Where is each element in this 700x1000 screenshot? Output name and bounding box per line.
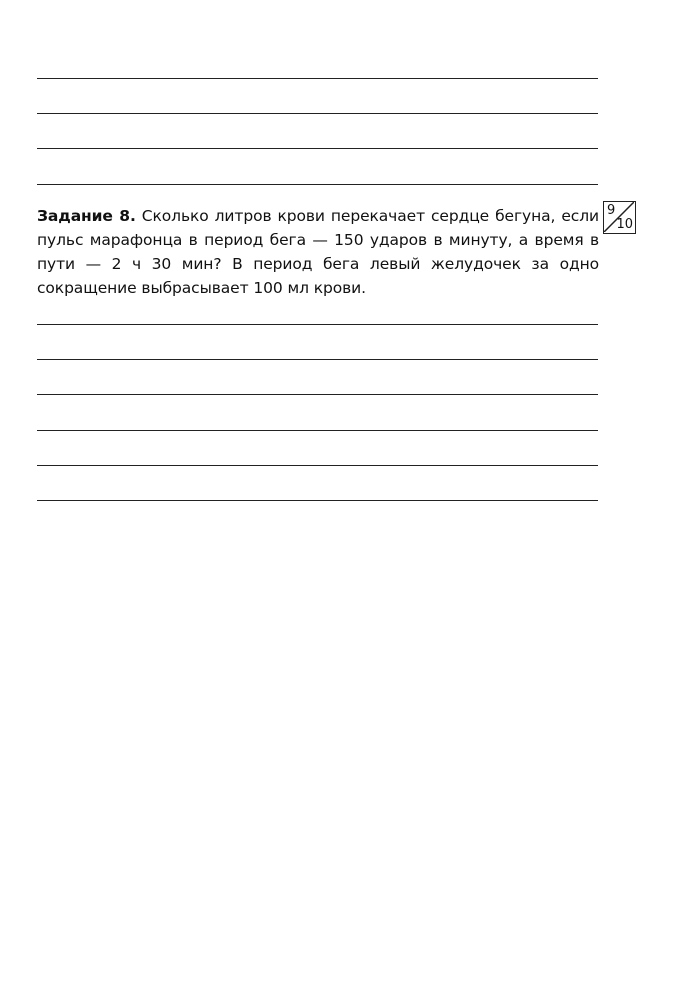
- task-label: Задание 8.: [37, 207, 136, 225]
- score-box: [603, 201, 636, 234]
- answer-line: [37, 465, 598, 466]
- answer-line: [37, 359, 598, 360]
- score-value: 9: [607, 203, 616, 218]
- task-text: Сколько литров крови перекачает сердце бегуна, если пульс марафонца в период бега — 150 ударов в минуту, а время в пути — 2 ч 30 мин? В период бега левый желудочек за одно сокращение выбрасывает 100 мл крови.: [37, 207, 599, 297]
- answer-line: [37, 113, 598, 114]
- answer-line: [37, 78, 598, 79]
- answer-line: [37, 500, 598, 501]
- answer-line: [37, 184, 598, 185]
- task-8-question: [37, 204, 599, 300]
- answer-line: [37, 324, 598, 325]
- answer-line: [37, 430, 598, 431]
- score-max: 10: [616, 217, 633, 232]
- answer-line: [37, 148, 598, 149]
- answer-line: [37, 394, 598, 395]
